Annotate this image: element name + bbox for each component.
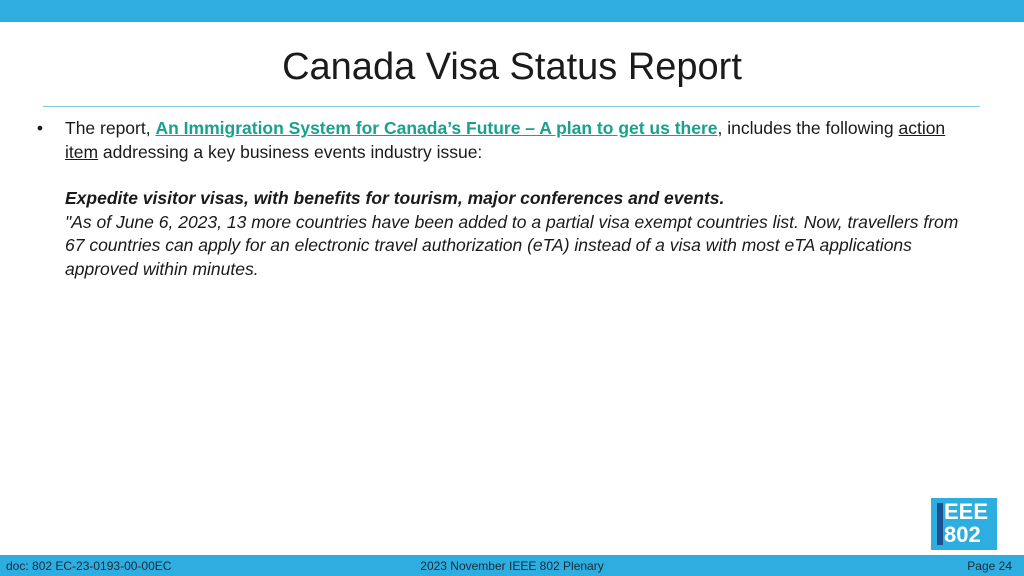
action-item-quote: "As of June 6, 2023, 13 more countries have been added to a partial visa exempt countries list. Now, travellers from 67 countries can apply for an electronic travel authorization (eTA) instead of a visa with most eTA applications approved within minutes. bbox=[65, 211, 959, 279]
footer-bar bbox=[0, 555, 1024, 576]
slide-title: Canada Visa Status Report bbox=[282, 46, 742, 88]
logo-line-1: EEE bbox=[944, 499, 989, 524]
footer-page-number: Page 24 bbox=[967, 559, 1012, 573]
quoted-action-item bbox=[30, 187, 970, 281]
top-accent-bar bbox=[0, 0, 1024, 22]
intro-text-end: addressing a key business events industry issue: bbox=[98, 141, 483, 162]
title-divider bbox=[43, 106, 980, 107]
footer-doc-id: doc: 802 EC-23-0193-00-00EC bbox=[6, 559, 172, 573]
action-item-term: action item bbox=[65, 118, 946, 162]
logo-line-2: 802 bbox=[944, 522, 981, 547]
intro-text: The report, bbox=[65, 118, 156, 138]
intro-text-continued: , includes the following bbox=[717, 118, 899, 138]
bullet-marker: • bbox=[36, 118, 44, 138]
footer-event: 2023 November IEEE 802 Plenary bbox=[420, 559, 604, 573]
report-link[interactable]: An Immigration System for Canada’s Future – A plan to get us there bbox=[155, 118, 718, 138]
action-item-heading: Expedite visitor visas, with benefits for tourism, major conferences and events. bbox=[65, 188, 725, 208]
bullet-item bbox=[30, 117, 970, 164]
logo-text bbox=[944, 500, 988, 546]
ieee-802-logo bbox=[931, 498, 997, 550]
slide-body bbox=[30, 117, 970, 281]
logo-stripe bbox=[937, 503, 943, 545]
